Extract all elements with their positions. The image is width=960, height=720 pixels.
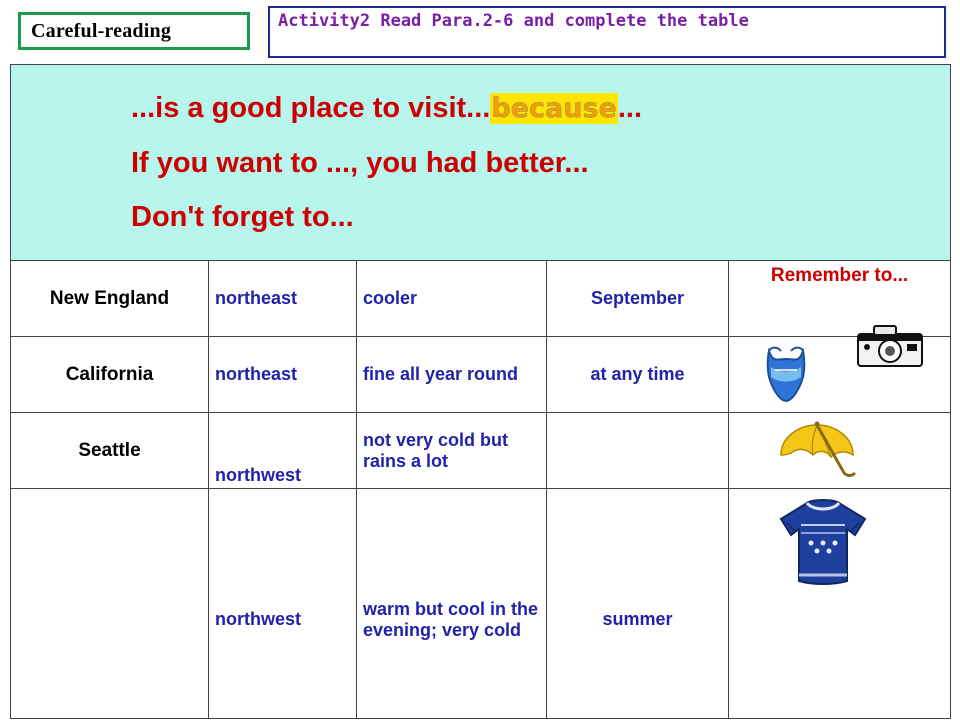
sweater-icon-svg bbox=[773, 495, 873, 591]
weather-cell: cooler bbox=[357, 261, 547, 337]
activity-title-text: Activity2 Read Para.2-6 and complete the table bbox=[278, 11, 749, 31]
place-cell: New England bbox=[11, 261, 209, 337]
weather-cell: warm but cool in the evening; very cold bbox=[357, 489, 547, 719]
umbrella-icon-svg bbox=[773, 421, 869, 483]
place-cell bbox=[11, 489, 209, 719]
direction-cell: northwest bbox=[209, 489, 357, 719]
banner-line-3: Don't forget to... bbox=[131, 201, 354, 233]
weather-cell: fine all year round bbox=[357, 337, 547, 413]
table-row bbox=[11, 489, 951, 719]
place-cell: California bbox=[11, 337, 209, 413]
remember-cell bbox=[729, 261, 951, 337]
swimsuit-icon-svg bbox=[757, 343, 815, 407]
table-row bbox=[11, 261, 951, 337]
weather-table bbox=[10, 64, 951, 719]
remember-cell bbox=[729, 337, 951, 413]
banner-line-1-part-a: ...is a good place to visit... bbox=[131, 92, 491, 124]
time-cell: September bbox=[547, 261, 729, 337]
banner-highlight-because: because bbox=[491, 93, 617, 124]
remember-pic-wrap bbox=[729, 261, 950, 336]
umbrella-icon bbox=[773, 421, 869, 483]
time-cell bbox=[547, 413, 729, 489]
remember-cell bbox=[729, 413, 951, 489]
careful-reading-badge bbox=[18, 12, 250, 50]
banner-row bbox=[11, 65, 951, 261]
direction-cell: northeast bbox=[209, 337, 357, 413]
time-cell: at any time bbox=[547, 337, 729, 413]
sweater-pic-wrap bbox=[729, 489, 950, 718]
activity-title-box bbox=[268, 6, 946, 58]
remember-cell bbox=[729, 489, 951, 719]
table-row bbox=[11, 337, 951, 413]
remember-label: Remember to... bbox=[770, 265, 909, 286]
careful-reading-label: Careful-reading bbox=[31, 19, 172, 42]
time-cell: summer bbox=[547, 489, 729, 719]
direction-cell: northeast bbox=[209, 261, 357, 337]
weather-cell: not very cold but rains a lot bbox=[357, 413, 547, 489]
banner-line-2: If you want to ..., you had better... bbox=[131, 147, 589, 179]
umbrella-pic-wrap bbox=[729, 413, 950, 488]
direction-cell: northwest bbox=[209, 413, 357, 489]
sweater-icon bbox=[773, 495, 873, 591]
banner-line-1-part-b: ... bbox=[617, 92, 642, 124]
banner-line-1 bbox=[131, 81, 940, 136]
table-row bbox=[11, 413, 951, 489]
table-container bbox=[10, 64, 950, 704]
swimsuit-pic-wrap bbox=[729, 337, 950, 412]
sentence-patterns-banner bbox=[11, 65, 951, 261]
swimsuit-icon bbox=[757, 343, 815, 407]
place-cell: Seattle bbox=[11, 413, 209, 489]
